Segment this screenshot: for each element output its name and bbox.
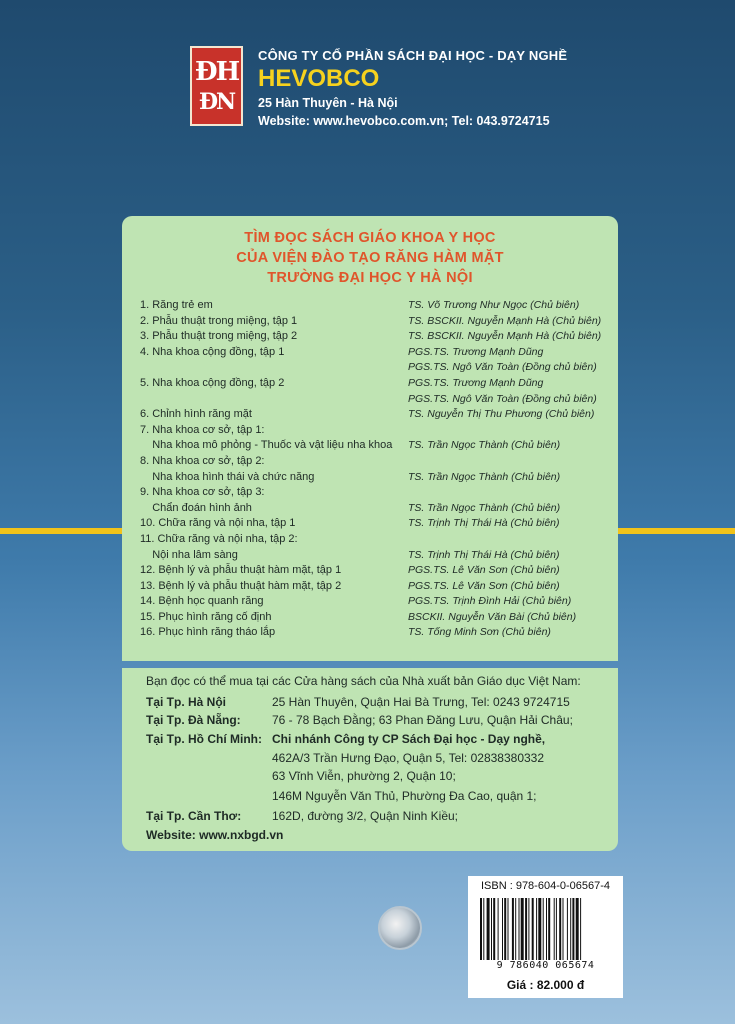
book-author: PGS.TS. Ngô Văn Toàn (Đồng chủ biên) xyxy=(408,361,597,374)
barcode-bar xyxy=(483,898,484,960)
book-title: 9. Nha khoa cơ sở, tập 3: xyxy=(140,486,265,499)
book-row xyxy=(140,392,610,408)
price: Giá : 82.000 đ xyxy=(506,978,585,992)
barcode-bar xyxy=(572,898,574,960)
company-name: CÔNG TY CỔ PHẦN SÁCH ĐẠI HỌC - DẠY NGHỀ xyxy=(258,48,568,63)
book-title: 2. Phẫu thuật trong miệng, tập 1 xyxy=(140,314,298,327)
book-row xyxy=(140,314,610,330)
barcode-bar xyxy=(548,898,550,960)
barcode-bar xyxy=(570,898,571,960)
isbn-digits: 9 786040 065674 xyxy=(496,960,595,971)
book-row xyxy=(140,438,610,454)
book-author: TS. Trần Ngọc Thành (Chủ biên) xyxy=(408,501,561,514)
nxbgd-website: Website: www.nxbgd.vn xyxy=(146,828,284,842)
book-title: 3. Phẫu thuật trong miệng, tập 2 xyxy=(140,330,298,343)
barcode-bar xyxy=(556,898,557,960)
book-title: 16. Phục hình răng tháo lắp xyxy=(140,626,276,639)
book-title: Nha khoa hình thái và chức năng xyxy=(140,470,315,483)
barcode-bar xyxy=(502,898,503,960)
barcode xyxy=(478,898,613,960)
book-row xyxy=(140,485,610,501)
book-author: TS. Trần Ngọc Thành (Chủ biên) xyxy=(408,470,561,483)
book-author: PGS.TS. Trịnh Đình Hải (Chủ biên) xyxy=(408,595,572,608)
barcode-bar xyxy=(538,898,541,960)
barcode-bar xyxy=(519,898,520,960)
barcode-bar xyxy=(567,898,568,960)
logo-top-text: ĐH xyxy=(194,57,239,87)
barcode-bar xyxy=(580,898,581,960)
barcode-bar xyxy=(512,898,514,960)
book-row xyxy=(140,407,610,423)
store-info-panel xyxy=(122,668,618,851)
barcode-bar xyxy=(515,898,516,960)
store-address: 25 Hàn Thuyên, Quận Hai Bà Trưng, Tel: 0243 9724715 xyxy=(272,695,570,709)
barcode-bar xyxy=(532,898,534,960)
book-row xyxy=(140,563,610,579)
publisher-info xyxy=(258,48,567,128)
book-row xyxy=(140,532,610,548)
book-row xyxy=(140,610,610,626)
book-row xyxy=(140,345,610,361)
barcode-bar xyxy=(480,898,482,960)
book-author: PGS.TS. Trương Mạnh Dũng xyxy=(408,376,544,389)
isbn-block xyxy=(468,876,623,998)
stores-intro: Bạn đọc có thể mua tại các Cửa hàng sách của Nhà xuất bản Giáo dục Việt Nam: xyxy=(146,674,581,688)
heading-line-1: TÌM ĐỌC SÁCH GIÁO KHOA Y HỌC xyxy=(244,230,496,246)
book-row xyxy=(140,548,610,564)
barcode-bar xyxy=(525,898,527,960)
book-title: 6. Chỉnh hình răng mặt xyxy=(140,408,252,421)
book-title: 8. Nha khoa cơ sở, tập 2: xyxy=(140,454,265,467)
book-author: TS. Nguyễn Thị Thu Phương (Chủ biên) xyxy=(408,408,595,421)
barcode-bar xyxy=(508,898,509,960)
book-row xyxy=(140,501,610,517)
city-label: Tại Tp. Hồ Chí Minh: xyxy=(146,732,262,746)
store-address: 63 Vĩnh Viễn, phường 2, Quận 10; xyxy=(272,769,456,783)
barcode-bar xyxy=(546,898,547,960)
book-row xyxy=(140,470,610,486)
isbn-label: ISBN : 978-604-0-06567-4 xyxy=(480,880,611,892)
city-label: Tại Tp. Hà Nội xyxy=(146,695,227,709)
publisher-address: 25 Hàn Thuyên - Hà Nội xyxy=(258,96,398,110)
book-title: Chẩn đoán hình ảnh xyxy=(140,501,252,514)
barcode-bar xyxy=(559,898,561,960)
book-title: Nha khoa mô phỏng - Thuốc và vật liệu nha khoa xyxy=(140,439,393,452)
store-address: 462A/3 Trần Hưng Đạo, Quận 5, Tel: 02838380332 xyxy=(272,751,545,765)
barcode-bar xyxy=(563,898,564,960)
city-label: Tại Tp. Cần Thơ: xyxy=(146,809,242,823)
city-label: Tại Tp. Đà Nẵng: xyxy=(146,713,241,727)
barcode-bar xyxy=(491,898,492,960)
book-author: PGS.TS. Trương Mạnh Dũng xyxy=(408,345,544,358)
store-address: 162D, đường 3/2, Quận Ninh Kiều; xyxy=(272,809,459,823)
book-title: 11. Chữa răng và nội nha, tập 2: xyxy=(140,532,298,545)
hologram-seal-icon xyxy=(378,906,422,950)
book-row xyxy=(140,360,610,376)
store-address: 76 - 78 Bạch Đằng; 63 Phan Đăng Lưu, Quận Hải Châu; xyxy=(272,713,573,727)
book-row xyxy=(140,625,610,641)
book-title: 5. Nha khoa cộng đồng, tập 2 xyxy=(140,376,285,389)
book-title: Nội nha lâm sàng xyxy=(140,548,238,561)
book-title: 10. Chữa răng và nội nha, tập 1 xyxy=(140,517,296,530)
book-title: 14. Bệnh học quanh răng xyxy=(140,595,264,608)
barcode-bar xyxy=(487,898,490,960)
barcode-bar xyxy=(554,898,555,960)
book-author: TS. Trịnh Thị Thái Hà (Chủ biên) xyxy=(408,517,560,530)
book-title: 15. Phục hình răng cố định xyxy=(140,610,272,623)
heading-line-2: CỦA VIỆN ĐÀO TẠO RĂNG HÀM MẶT xyxy=(236,250,504,266)
book-title: 12. Bệnh lý và phẫu thuật hàm mặt, tập 1 xyxy=(140,564,342,577)
panel-heading xyxy=(122,228,618,288)
book-author: TS. BSCKII. Nguyễn Mạnh Hà (Chủ biên) xyxy=(408,330,602,343)
barcode-bar xyxy=(536,898,537,960)
barcode-bar xyxy=(504,898,506,960)
book-row xyxy=(140,329,610,345)
barcode-bar xyxy=(528,898,529,960)
heading-line-3: TRƯỜNG ĐẠI HỌC Y HÀ NỘI xyxy=(267,270,473,286)
book-title: 1. Răng trẻ em xyxy=(140,299,213,311)
brand-name: HEVOBCO xyxy=(258,65,380,92)
book-author: PGS.TS. Lê Văn Sơn (Chủ biên) xyxy=(408,564,560,577)
logo-bottom-text: ĐN xyxy=(198,89,235,115)
store-branch: Chi nhánh Công ty CP Sách Đại học - Dạy nghề, xyxy=(272,732,546,746)
book-author: PGS.TS. Lê Văn Sơn (Chủ biên) xyxy=(408,579,560,592)
book-author: TS. BSCKII. Nguyễn Mạnh Hà (Chủ biên) xyxy=(408,314,602,327)
store-address: 146M Nguyễn Văn Thủ, Phường Đa Cao, quận 1; xyxy=(272,789,537,803)
book-row xyxy=(140,423,610,439)
book-author: TS. Võ Trương Như Ngọc (Chủ biên) xyxy=(408,299,580,311)
book-title: 7. Nha khoa cơ sở, tập 1: xyxy=(140,423,265,436)
barcode-bar xyxy=(576,898,579,960)
book-row xyxy=(140,454,610,470)
book-list xyxy=(140,298,610,641)
book-row xyxy=(140,376,610,392)
book-row xyxy=(140,594,610,610)
book-row xyxy=(140,298,610,314)
book-title: 4. Nha khoa cộng đồng, tập 1 xyxy=(140,345,285,358)
book-author: BSCKII. Nguyễn Văn Bài (Chủ biên) xyxy=(408,610,577,623)
book-author: TS. Trần Ngọc Thành (Chủ biên) xyxy=(408,439,561,452)
barcode-bar xyxy=(521,898,524,960)
barcode-bar xyxy=(493,898,495,960)
book-author: TS. Trịnh Thị Thái Hà (Chủ biên) xyxy=(408,548,560,561)
book-row xyxy=(140,579,610,595)
book-row xyxy=(140,516,610,532)
book-author: PGS.TS. Ngô Văn Toàn (Đồng chủ biên) xyxy=(408,392,597,405)
book-author: TS. Tống Minh Sơn (Chủ biên) xyxy=(408,626,551,639)
barcode-bar xyxy=(498,898,499,960)
publisher-logo xyxy=(190,46,243,126)
publisher-website: Website: www.hevobco.com.vn; Tel: 043.9724715 xyxy=(258,114,550,128)
book-title: 13. Bệnh lý và phẫu thuật hàm mặt, tập 2 xyxy=(140,579,342,592)
book-list-panel xyxy=(122,216,618,661)
barcode-bar xyxy=(543,898,544,960)
